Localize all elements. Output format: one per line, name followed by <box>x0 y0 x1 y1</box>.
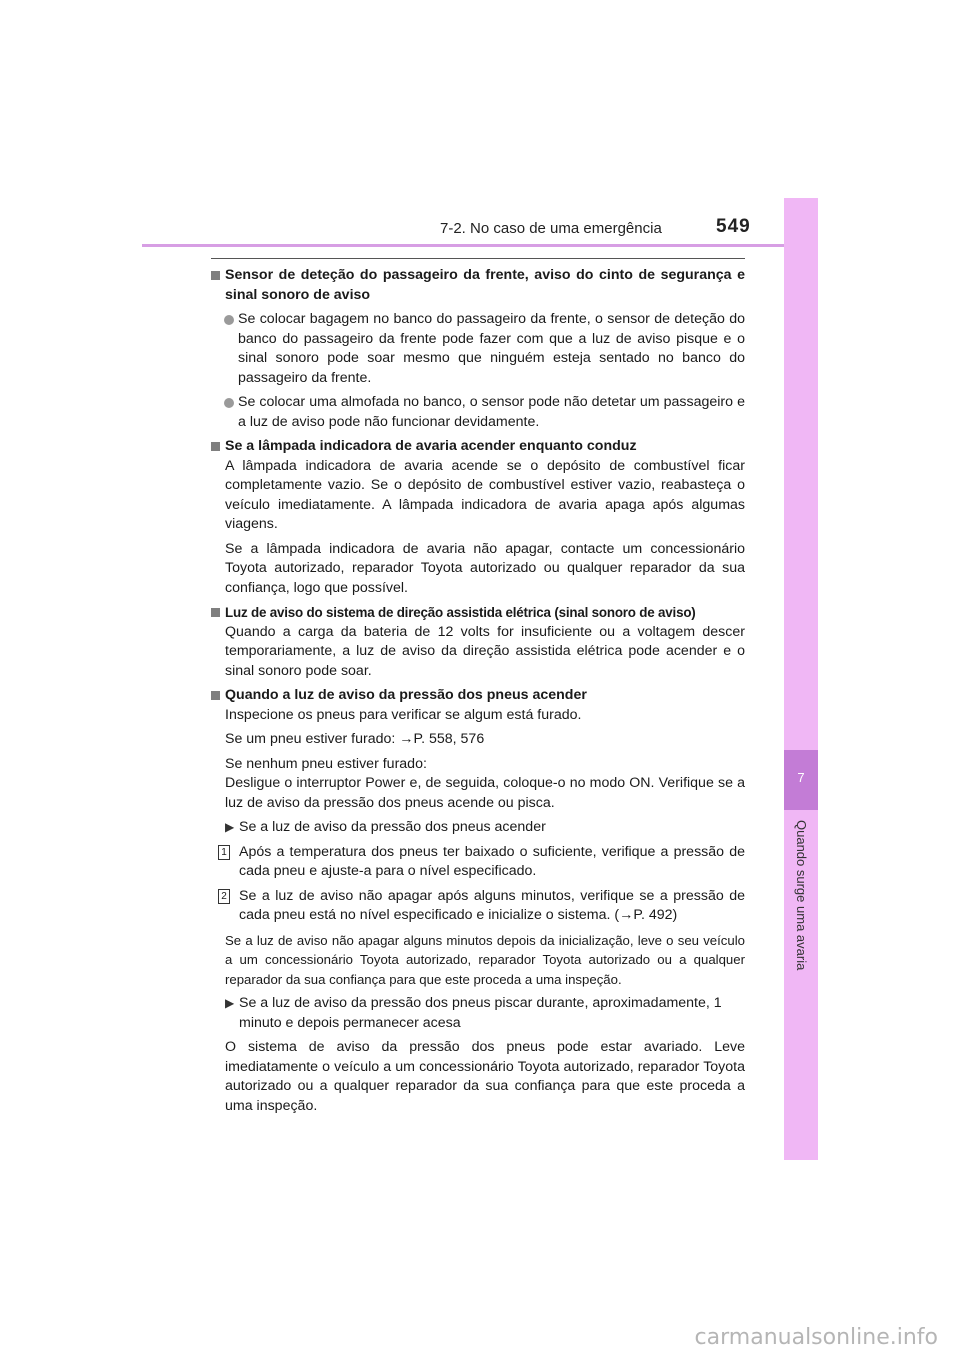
step-text: Se a luz de aviso não apagar após alguns minutos, verifique se a pressão de cada pneu está no nível especificado e inicialize o sistema. (→P. 492) <box>239 887 745 923</box>
heading-text: Sensor de deteção do passageiro da frente, aviso do cinto de segurança e sinal sonoro de aviso <box>225 267 745 303</box>
step-text: Após a temperatura dos pneus ter baixado o suficiente, verifique a pressão de cada pneu e ajuste-a para o nível especificado. <box>239 843 745 879</box>
paragraph: Inspecione os pneus para verificar se algum está furado. <box>225 706 582 723</box>
chapter-label: Quando surge uma avaria <box>794 820 809 971</box>
heading-text: Luz de aviso do sistema de direção assistida elétrica (sinal sonoro de aviso) <box>225 605 696 620</box>
triangle-arrow-icon: ▶ <box>225 996 235 1010</box>
note-paragraph: Se a luz de aviso não apagar alguns minutos depois da inicialização, leve o seu veículo a um concessionário Toyota autorizado, reparador Toyota autorizado ou a qualquer reparador da sua confiança para que este proceda a uma inspeção. <box>225 932 745 987</box>
arrow-item <box>211 818 745 838</box>
page-number: 549 <box>716 216 751 237</box>
square-bullet-icon <box>211 608 220 617</box>
arrow-item <box>211 994 745 1033</box>
section-heading <box>211 686 745 706</box>
paragraph: A lâmpada indicadora de avaria acende se o depósito de combustível ficar completamente vazio. Se o depósito de combustível estiver vazio, reabasteça o veículo imediatamente. A lâmpada indicadora de avaria apaga após algumas viagens. <box>225 457 745 532</box>
side-tab-strip <box>784 198 818 1160</box>
bullet-item <box>211 393 745 432</box>
paragraph: Se nenhum pneu estiver furado: <box>225 755 427 772</box>
paragraph: Desligue o interruptor Power e, de seguida, coloque-o no modo ON. Verifique se a luz de aviso da pressão dos pneus acende ou pisca. <box>225 775 745 811</box>
round-bullet-icon <box>224 315 234 325</box>
square-bullet-icon <box>211 271 220 280</box>
square-bullet-icon <box>211 442 220 451</box>
bullet-item <box>211 310 745 388</box>
paragraph: Quando a carga da bateria de 12 volts for insuficiente ou a voltagem descer temporariamente, a luz de aviso da direção assistida elétrica pode acender e o sinal sonoro pode soar. <box>225 623 745 679</box>
step-number-box: 2 <box>218 889 230 904</box>
arrow-text: Se a luz de aviso da pressão dos pneus acender <box>239 819 546 835</box>
watermark: carmanualsonline.info <box>694 1325 938 1350</box>
paragraph: O sistema de aviso da pressão dos pneus pode estar avariado. Leve imediatamente o veículo a um concessionário Toyota autorizado, reparador Toyota autorizado ou a qualquer reparador da sua confiança para que este proceda a uma inspeção. <box>225 1039 745 1114</box>
heading-text: Quando a luz de aviso da pressão dos pneus acender <box>225 687 587 703</box>
square-bullet-icon <box>211 691 220 700</box>
heading-text: Se a lâmpada indicadora de avaria acender enquanto conduz <box>225 438 637 454</box>
numbered-step <box>211 843 745 882</box>
arrow-text: Se a luz de aviso da pressão dos pneus piscar durante, aproximadamente, 1 minuto e depois permanecer acesa <box>239 995 722 1031</box>
step-number-box: 1 <box>218 845 230 860</box>
section-heading <box>211 437 745 457</box>
header-rule <box>142 244 818 247</box>
bullet-text: Se colocar uma almofada no banco, o sensor pode não detetar um passageiro e a luz de aviso pode não funcionar devidamente. <box>238 394 745 430</box>
section-heading <box>211 266 745 305</box>
numbered-step <box>211 887 745 926</box>
round-bullet-icon <box>224 398 234 408</box>
paragraph: Se a lâmpada indicadora de avaria não apagar, contacte um concessionário Toyota autorizado, reparador Toyota autorizado ou qualquer reparador da sua confiança, logo que possível. <box>225 540 745 596</box>
triangle-arrow-icon: ▶ <box>225 820 235 834</box>
chapter-number: 7 <box>797 770 805 785</box>
page-content <box>211 258 745 1116</box>
cross-reference[interactable]: Se um pneu estiver furado: →P. 558, 576 <box>225 731 485 747</box>
bullet-text: Se colocar bagagem no banco do passageiro da frente, o sensor de deteção do banco do passageiro da frente pode fazer com que a luz de aviso pisque e o sinal sonoro pode soar mesmo que ninguém esteja sentado no banco do passageiro da frente. <box>238 311 745 386</box>
section-heading <box>211 603 745 623</box>
section-title: 7-2. No caso de uma emergência <box>440 220 662 237</box>
